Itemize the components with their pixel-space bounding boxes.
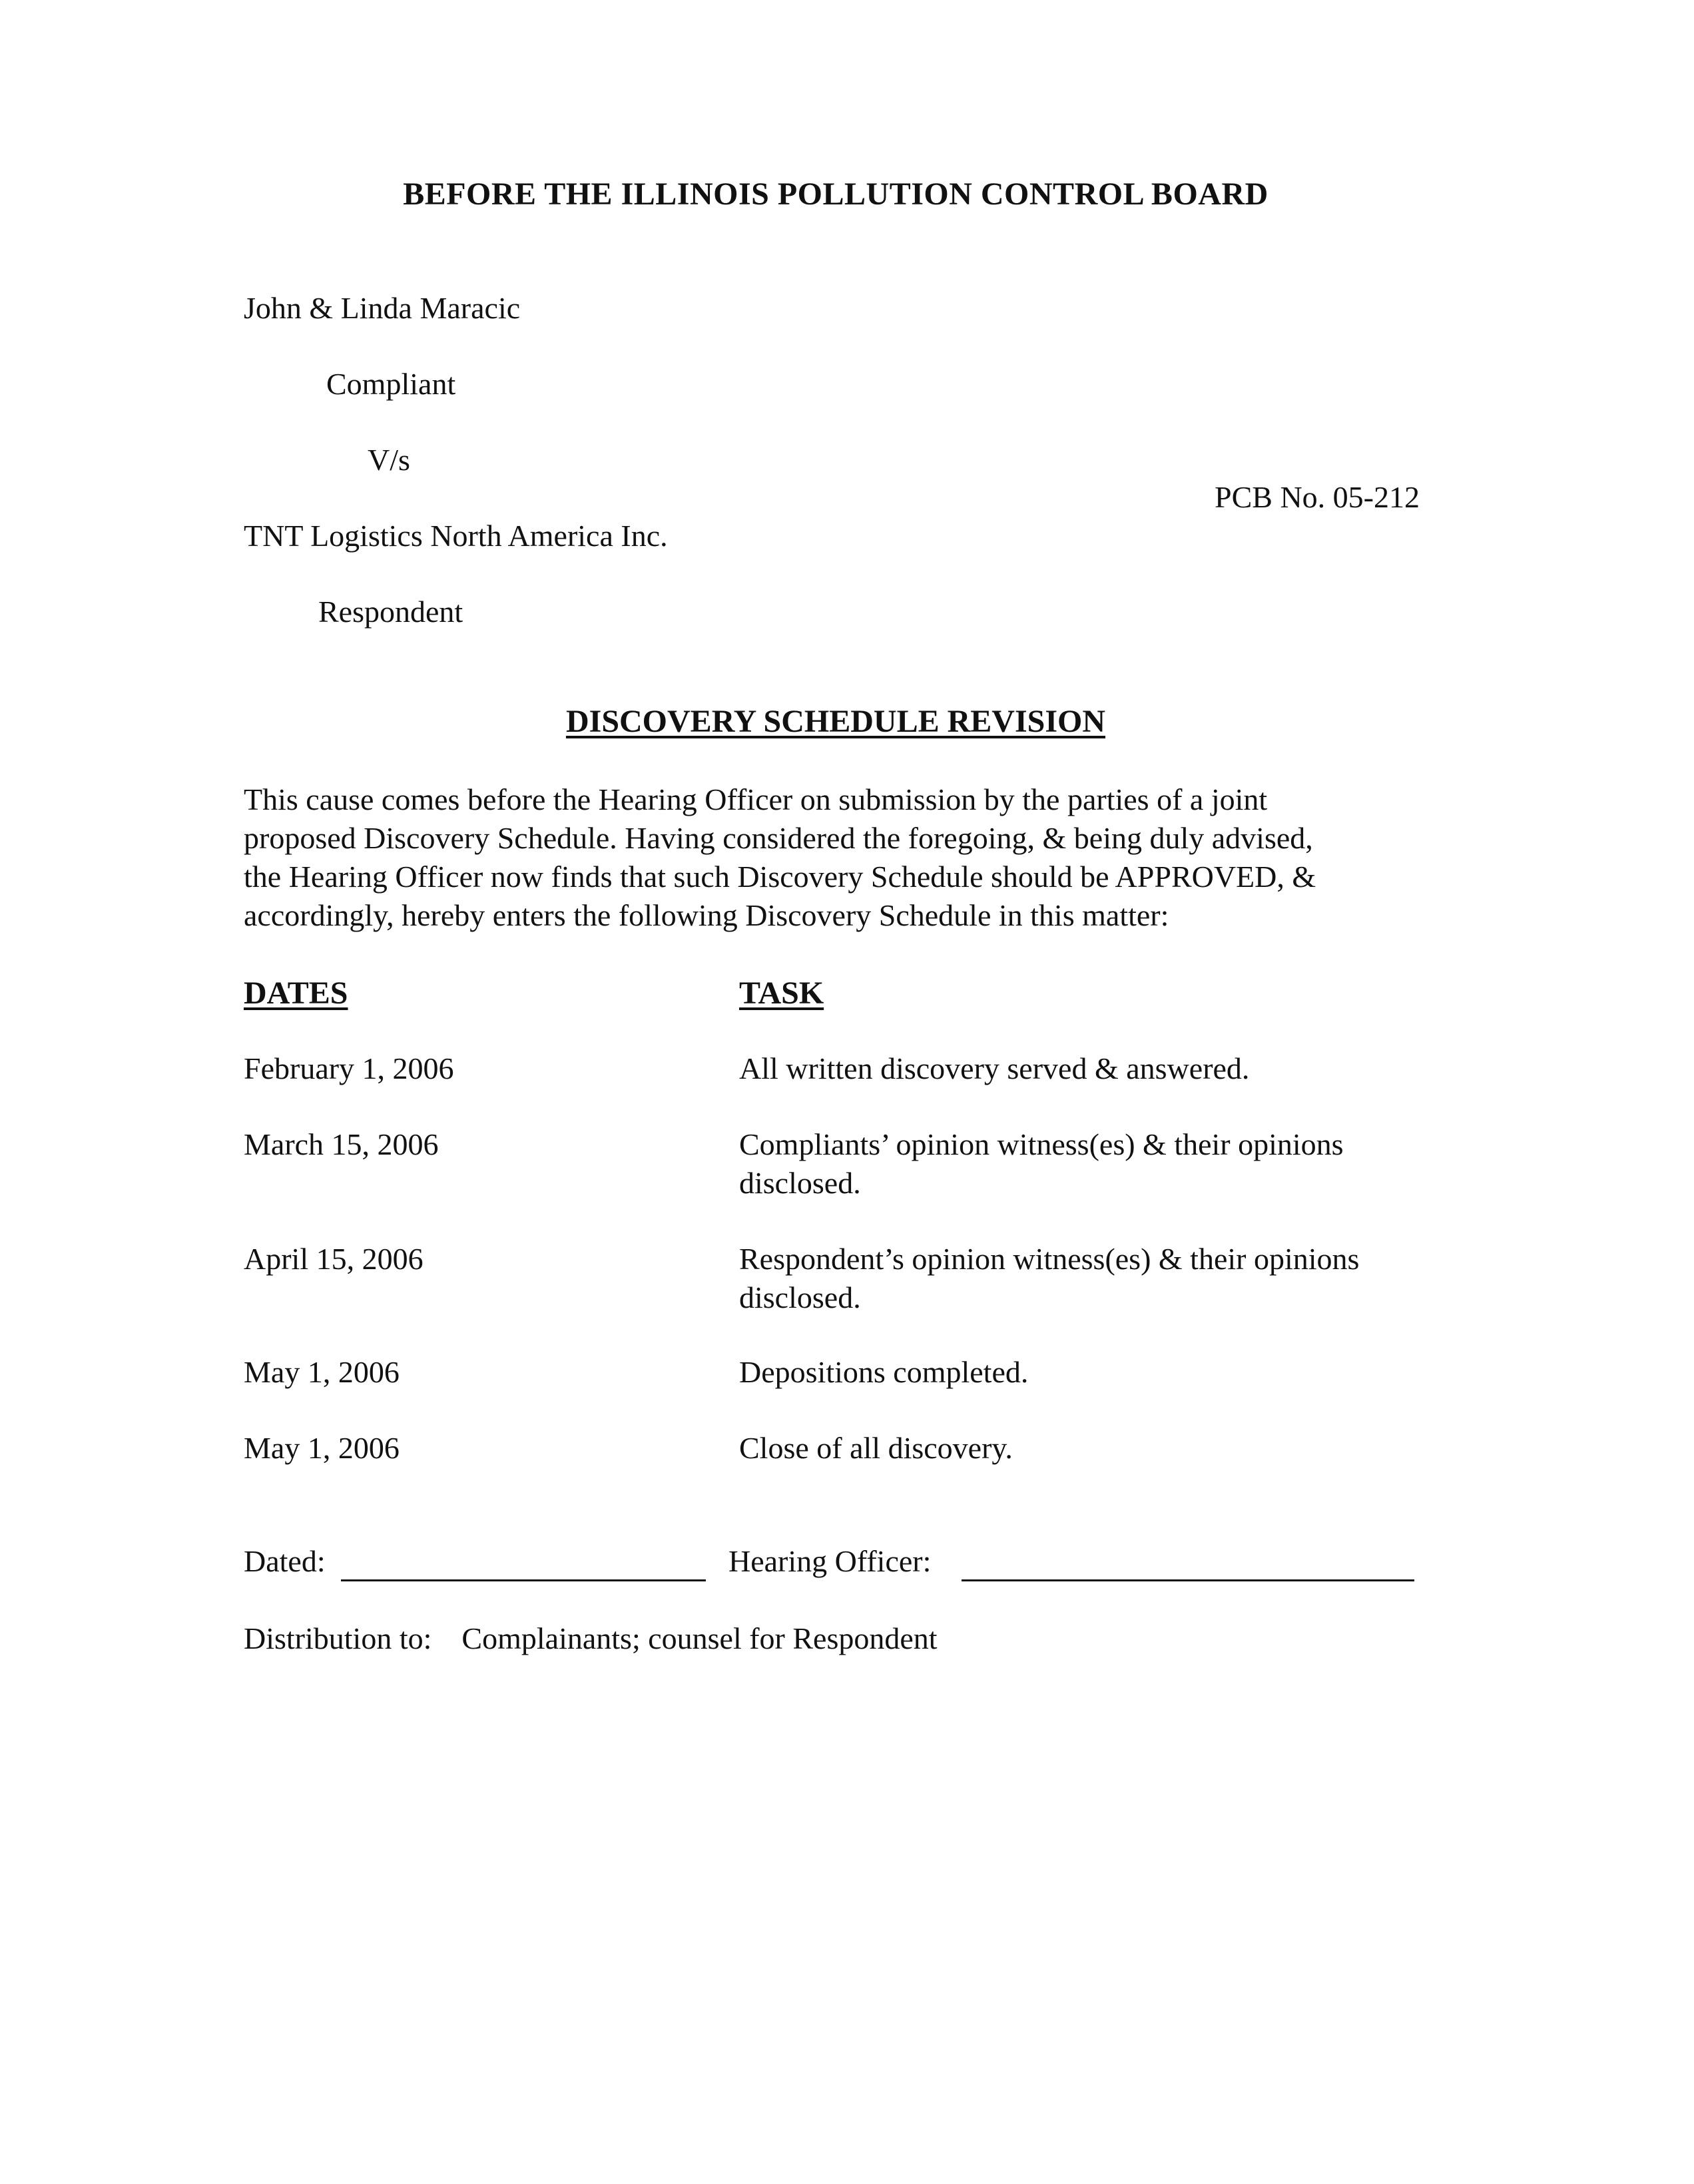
schedule-date: May 1, 2006 [244,1355,400,1389]
versus-label: V/s [368,443,410,477]
task-line: disclosed. [739,1166,861,1200]
task-line: Compliants’ opinion witness(es) & their opinions [739,1127,1344,1161]
dates-column-header: DATES [244,975,348,1011]
paragraph-line: This cause comes before the Hearing Officer on submission by the parties of a joint [244,782,1268,816]
distribution-line [244,1619,938,1658]
schedule-date: February 1, 2006 [244,1051,454,1085]
paragraph-line: proposed Discovery Schedule. Having considered the foregoing, & being duly advised, [244,821,1313,855]
schedule-task [739,1240,1472,1317]
paragraph-line: the Hearing Officer now finds that such Discovery Schedule should be APPROVED, & [244,860,1316,894]
schedule-date: May 1, 2006 [244,1431,400,1465]
schedule-date: March 15, 2006 [244,1127,439,1161]
schedule-task [739,1353,1472,1392]
distribution-label: Distribution to: [244,1621,432,1655]
schedule-task [739,1049,1472,1088]
task-line: disclosed. [739,1280,861,1314]
paragraph-line: accordingly, hereby enters the following Discovery Schedule in this matter: [244,898,1169,932]
schedule-task [739,1429,1472,1468]
dated-signature-line[interactable] [341,1579,706,1581]
case-number: PCB No. 05-212 [1215,480,1420,514]
respondent-name: TNT Logistics North America Inc. [244,519,668,553]
schedule-task [739,1125,1472,1203]
order-paragraph [244,780,1442,935]
dated-label: Dated: [244,1544,326,1578]
schedule-date: April 15, 2006 [244,1242,424,1276]
task-line: Close of all discovery. [739,1431,1013,1465]
task-line: Respondent’s opinion witness(es) & their opinions [739,1242,1360,1276]
board-title: BEFORE THE ILLINOIS POLLUTION CONTROL BOARD [403,176,1269,212]
hearing-officer-label: Hearing Officer: [728,1544,932,1578]
distribution-recipients: Complainants; counsel for Respondent [461,1621,938,1655]
task-column-header: TASK [739,975,824,1011]
respondent-role: Respondent [318,595,463,629]
hearing-officer-signature-line[interactable] [962,1579,1414,1581]
complainant-name: John & Linda Maracic [244,291,521,325]
task-line: Depositions completed. [739,1355,1029,1389]
complainant-role: Compliant [326,367,456,401]
order-title: DISCOVERY SCHEDULE REVISION [565,704,1106,739]
task-line: All written discovery served & answered. [739,1051,1250,1085]
